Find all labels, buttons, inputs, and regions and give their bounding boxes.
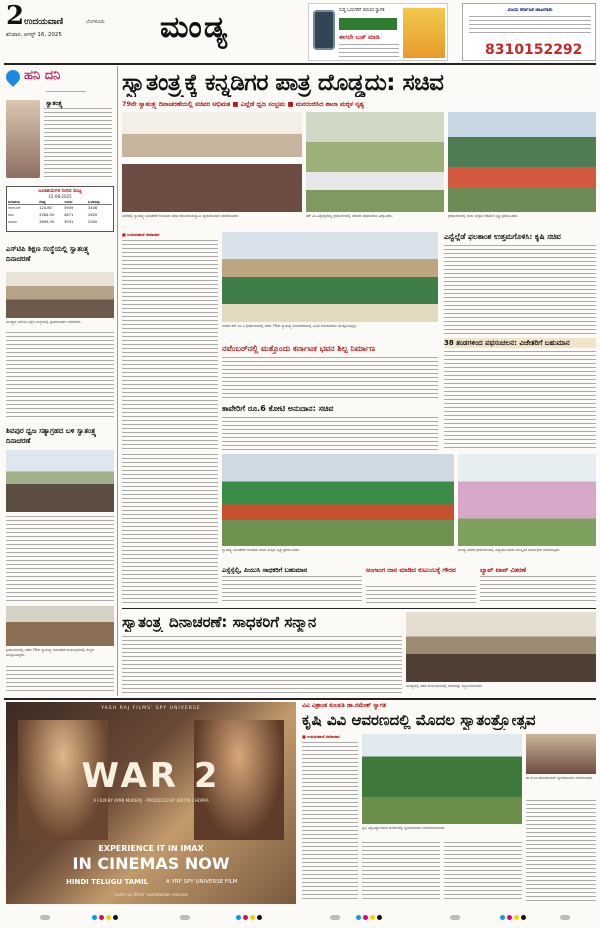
reg-dot	[370, 915, 375, 920]
lead-cap-2: ಸರ್ ಎಂ.ವಿಶ್ವೇಶ್ವರಯ್ಯ ಕ್ರೀಡಾಂಗಣದಲ್ಲಿ ಸಚಿವರು ಪಥಸಂಚಲನ ವೀಕ್ಷಿಸಿದರು.	[306, 214, 393, 218]
cell: 2859.00	[39, 220, 55, 224]
reservoir-table	[6, 186, 114, 232]
reg-dot	[40, 915, 50, 920]
table-row	[8, 205, 112, 212]
lead-cap-6: ಮಂಡ್ಯ ನಗರದ ಕ್ರೀಡಾಂಗಣದಲ್ಲಿ ವಿದ್ಯಾರ್ಥಿನಿಯರು ಸಾಂಸ್ಕೃತಿಕ ಕಾರ್ಯಕ್ರಮ ನಡೆಸಿಕೊಟ್ಟರು.	[458, 548, 561, 552]
cell: 2820	[88, 213, 98, 217]
story-h2: ನವೆಂಬರ್‌ನಲ್ಲಿ ಮತ್ತೊಂದು ಕರ್ನಾಟಕ ಭವನ ಶಿಲ್ಪ ನಿರ್ಮಾಣ	[222, 344, 376, 353]
hanidani-text	[44, 108, 112, 178]
side-photo-2	[6, 450, 114, 512]
imax-line: EXPERIENCE IT IN IMAX	[98, 844, 204, 853]
th-dam: ಜಲಾಶಯ	[8, 200, 20, 204]
reg-dot	[113, 915, 118, 920]
movie-ad	[6, 702, 296, 904]
agri-side-caption: ಡಾ.ಕೆ.ಎಂ.ಹರಿಣಿಕುಮಾರ್ ಧ್ವಜಾರೋಹಣ ನೆರವೇರಿಸಿದರು.	[526, 776, 594, 780]
issue-date: ಶನಿವಾರ, ಆಗಸ್ಟ್ 16, 2025	[6, 32, 62, 38]
story-h5: ಎಸ್ಸೆಸ್ಸೆಲ್ಸಿ, ಪಿಯುಸಿ ಸಾಧಕರಿಗೆ ಬಹುಮಾನ	[222, 566, 308, 574]
hanidani-avatar	[6, 100, 40, 178]
side-cap-a: ಮಂಡ್ಯದ ಎಸ್‌ಟಿಪಿ ಶಿಕ್ಷಣ ಸಂಸ್ಥೆಯಲ್ಲಿ ಧ್ವಜಾರೋಹಣ ನೆರವೇರಿತು.	[6, 320, 82, 324]
ad-line1: ಸುದ್ದಿ ಓದುಗರಿಗೆ ಬಿರುಸಿನ ಸ್ವಾಗತ	[339, 8, 385, 13]
mid-rule	[122, 608, 596, 609]
droplet-icon	[3, 67, 23, 87]
reg-dot	[250, 915, 255, 920]
reg-dot	[377, 915, 382, 920]
classified-phone: 8310152292	[485, 42, 583, 58]
story-h8-text	[122, 636, 402, 696]
ad-lines	[339, 44, 399, 58]
reg-dot	[450, 915, 460, 920]
side-photo-1	[6, 272, 114, 318]
cell: 2000	[88, 220, 98, 224]
registration-marks	[0, 910, 600, 928]
story-h6: ಅಂಗಾಂಗ ದಾನ ಮಾಡಿದ ಕುಟುಂಬಕ್ಕೆ ಗೌರವ	[366, 566, 456, 574]
side-story2-head: ಎಸ್‌ಟಿಪಿ ಶಿಕ್ಷಣ ಸಂಸ್ಥೆಯಲ್ಲಿ ಸ್ವಾತಂತ್ರ್ಯ ದಿನಾಚರಣೆ	[6, 245, 90, 263]
story-h2-text	[222, 357, 438, 401]
reg-dot	[356, 915, 361, 920]
reg-dot	[92, 915, 97, 920]
story-h4: ಕಾವೇರಿಗೆ ರೂ.6 ಕೋಟಿ ಅನುದಾನ: ಸಚಿವ	[222, 404, 334, 413]
side-story3-head: ಶಿವಪುರ ಧ್ವಜ ಸತ್ಯಾಗ್ರಹದ ಬಳಿ ಸ್ವಾತಂತ್ರ್ಯ ದಿನಾಚರಣೆ	[6, 427, 97, 445]
agri-kicker: ವಿವಿ ವಿಶ್ರಾಂತ ಕುಲಪತಿ ಡಾ.ರಮೇಶ್ ಸ್ವಾಗತ	[302, 702, 387, 709]
agri-text-col3	[444, 842, 522, 902]
agri-caption: ಕೃಷಿ ವಿಶ್ವವಿದ್ಯಾಲಯದ ಆವರಣದಲ್ಲಿ ಧ್ವಜಾರೋಹಣ ನೆರವೇರಿಸಲಾಯಿತು.	[362, 826, 446, 830]
reg-dot	[507, 915, 512, 920]
table-date: 15-08-2025	[48, 194, 72, 199]
story-h4-text	[222, 417, 438, 451]
hanidani-col-head: ಸ್ವಾತಂತ್ರ್ಯ	[46, 100, 63, 107]
reg-dot	[236, 915, 241, 920]
agri-photo	[362, 734, 522, 824]
reg-dot	[363, 915, 368, 920]
classified-title: ವಿಜಯ ಕರ್ನಾಟಕ ಜಾಹೀರಾತು	[507, 8, 553, 13]
cell: ಕೆಆರ್‌ಎಸ್	[8, 206, 21, 210]
agri-text-col4	[526, 800, 596, 902]
cell: 3949	[64, 206, 74, 210]
classified-box	[462, 3, 596, 61]
lead-cap-4: ನಗರದ ಸರ್ ಎಂ.ವಿ ಕ್ರೀಡಾಂಗಣದಲ್ಲಿ ನಡೆದ 79ನೇ ಸ್ವಾತಂತ್ರ್ಯ ದಿನಾಚರಣೆಯಲ್ಲಿ ವಿವಿಧ ಕಲಾತಂಡಗಳು ಪಾಲ್ಗೊಂಡಿದ್ದವು.	[222, 324, 358, 328]
side-story-tail	[6, 666, 114, 692]
bottom-section-rule	[4, 698, 596, 700]
agri-text-col1	[302, 742, 358, 902]
table-row	[8, 219, 112, 226]
hanidani-byline	[46, 91, 86, 94]
left-col-divider	[117, 66, 118, 696]
movie-tag: A YRF SPY UNIVERSE FILM	[166, 879, 238, 885]
lead-headline: ಸ್ವಾತಂತ್ರ್ಯಕ್ಕೆ ಕನ್ನಡಿಗರ ಪಾತ್ರ ದೊಡ್ಡದು: ಸಚಿವ	[122, 70, 444, 96]
th-max: ಗರಿಷ್ಠ	[39, 200, 46, 204]
story-h3-text	[444, 351, 596, 451]
reg-dot	[521, 915, 526, 920]
story-h1: ಎನ್ವೆಲ್ಲೆಡೆ ಫಲತಾಂಶ ಉತ್ತಮಗೊಳಿಸಿ: ಕೃಷಿ ಸಚಿವ	[444, 232, 561, 241]
reg-dot	[560, 915, 570, 920]
ad-figure	[403, 8, 445, 58]
table-grid	[8, 200, 112, 226]
ad-badge	[339, 18, 397, 30]
lead-cap-1: ನಗರದಲ್ಲಿ ಸ್ವಾತಂತ್ರ್ಯ ದಿನಾಚರಣೆ ಅಂಗವಾಗಿ ಸಚಿವ ಚಲುವರಾಯಸ್ವಾಮಿ ಧ್ವಜಾರೋಹಣ ನೆರವೇರಿಸಿದರು.	[122, 214, 239, 218]
cell: 4871	[64, 213, 74, 217]
cell: 124.80	[39, 206, 52, 210]
agri-headline: ಕೃಷಿ ವಿವಿ ಆವರಣದಲ್ಲಿ ಮೊದಲ ಸ್ವಾತಂತ್ರ್ಯೋತ್ಸವ	[302, 711, 536, 729]
reg-dot	[514, 915, 519, 920]
story-h3: 38 ತಂಡಗಳಿಂದ ಪಥಸಂಚಲನ: ವಿಜೇತರಿಗೆ ಬಹುಮಾನ	[444, 338, 596, 348]
story-h5-text	[222, 576, 362, 604]
reg-dot	[99, 915, 104, 920]
side-story3-text	[6, 516, 114, 602]
movie-footer: yash raj films' worldwide release	[114, 893, 188, 898]
cell: 3931	[64, 220, 74, 224]
agri-text-col2	[362, 842, 440, 902]
side-photo-3	[6, 606, 114, 646]
masthead-rule	[4, 63, 596, 65]
reg-dot	[330, 915, 340, 920]
h8-photo	[406, 612, 596, 682]
reg-dot	[257, 915, 262, 920]
movie-banner: YASH RAJ FILMS' SPY UNIVERSE	[101, 706, 201, 711]
cell: 3408	[88, 206, 98, 210]
classified-lines	[469, 16, 591, 36]
paper-name: ಉದಯವಾಣಿ	[24, 17, 64, 27]
section-title: ಮಂಡ್ಯ	[160, 10, 230, 45]
lead-photo-1	[122, 112, 302, 212]
hanidani-title: ಹನಿ ದನಿ	[24, 68, 61, 83]
h8-caption: ಮಂಡ್ಯದಲ್ಲಿ ನಡೆದ ಕಾರ್ಯಕ್ರಮದಲ್ಲಿ ಸಾಧಕರನ್ನು ಸನ್ಮಾನಿಸಲಾಯಿತು.	[406, 684, 483, 688]
page-number: 2	[6, 1, 25, 31]
story-h8: ಸ್ವಾತಂತ್ರ್ಯ ದಿನಾಚರಣೆ: ಸಾಧಕರಿಗೆ ಸನ್ಮಾನ	[122, 613, 317, 631]
side-story2-text	[6, 332, 114, 420]
lead-photo-2	[306, 112, 444, 212]
edition: ಬೆಂಗಳೂರು	[86, 19, 105, 25]
reg-dot	[180, 915, 190, 920]
lead-subhead: 79ನೇ ಸ್ವಾತಂತ್ರ್ಯ ದಿನಾಚರಣೆಯಲ್ಲಿ ಸಚಿವರ ಅಭಿಮತ ■ ಎಲ್ಲೆಡೆ ಧ್ವಜ ಸಂಭ್ರಮ ■ ಮನರಂಜಿಸಿದ ಶಾಲಾ ಮಕ್ಕಳ ನೃತ್ಯ	[122, 100, 364, 108]
phone-icon	[313, 10, 335, 50]
lead-text-col2	[122, 454, 218, 604]
movie-credits: A FILM BY AYAN MUKERJI · PRODUCED BY ADITYA CHOPRA	[93, 798, 209, 803]
story-h6-text	[366, 586, 476, 604]
cell: ಕಬಿನಿ	[8, 213, 15, 217]
movie-title: WAR 2	[81, 756, 221, 796]
side-cap-b: ಕ್ರೀಡಾಂಗಣದಲ್ಲಿ ನಡೆದ 79ನೇ ಸ್ವಾತಂತ್ರ್ಯ ದಿನಾಚರಣೆ ಕಾರ್ಯಕ್ರಮದಲ್ಲಿ ಗಣ್ಯರು ಪಾಲ್ಗೊಂಡಿದ್ದರು.	[6, 648, 95, 657]
lead-photo-4	[222, 232, 438, 322]
lead-photo-3	[448, 112, 596, 212]
story-h1-text	[444, 245, 596, 335]
masthead-ad	[308, 3, 448, 61]
story-h7-text	[480, 576, 596, 604]
th-today: ಇಂದಿನ	[64, 200, 73, 204]
movie-langs: HINDI TELUGU TAMIL	[66, 878, 149, 886]
in-cinemas: IN CINEMAS NOW	[72, 854, 230, 873]
reg-dot	[243, 915, 248, 920]
th-inflow: ಒಳಹರಿವು	[88, 200, 100, 204]
agri-portrait	[526, 734, 596, 774]
cell: 2284.00	[39, 213, 55, 217]
lead-photo-6	[458, 454, 596, 546]
reg-dot	[500, 915, 505, 920]
reg-dot	[106, 915, 111, 920]
agri-body-kicker: ■ ಉದಯವಾಣಿ ಸಮಾಚಾರ	[302, 734, 340, 739]
lead-cap-3: ಕ್ರೀಡಾಂಗಣದಲ್ಲಿ ಶಾಲಾ ಮಕ್ಕಳು ಆಕರ್ಷಕ ನೃತ್ಯ ಪ್ರದರ್ಶಿಸಿದರು.	[448, 214, 519, 218]
table-row	[8, 212, 112, 219]
lead-photo-5	[222, 454, 454, 546]
cell: ಹಾರಂಗಿ	[8, 220, 18, 224]
lead-text-col1	[122, 240, 218, 450]
hanidani-logo	[6, 68, 110, 90]
lead-cap-5: ಸ್ವಾತಂತ್ರ್ಯ ದಿನಾಚರಣೆ ಅಂಗವಾಗಿ ಶಾಲಾ ಮಕ್ಕಳು ನೃತ್ಯ ಪ್ರದರ್ಶಿಸಿದರು.	[222, 548, 301, 552]
story-h7: ಲ್ಯಾಪ್ ಟಾಪ್ ವಿತರಣೆ	[480, 566, 527, 574]
ad-line2: ಈಗಲೇ ಬುಕ್ ಮಾಡಿ	[339, 34, 380, 41]
table-title: ಜಲಾಶಯಗಳ ನೀರಿನ ಮಟ್ಟ	[38, 188, 82, 194]
lead-kicker: ■ ಉದಯವಾಣಿ ಸಮಾಚಾರ	[122, 232, 160, 237]
